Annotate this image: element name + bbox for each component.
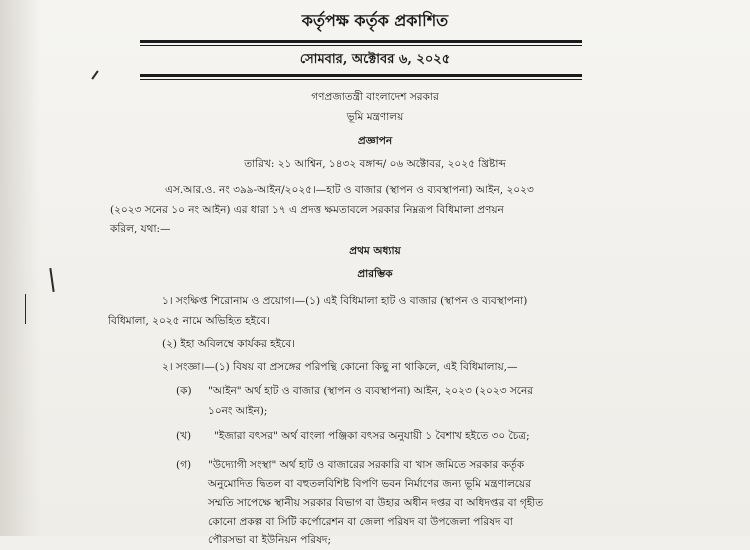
clause-ka-line: "আইন" অর্থ হাট ও বাজার (স্থাপন ও ব্যবস্থাপনা) আইন, ২০২৩ (২০২৩ সনের (208, 385, 534, 397)
rule1-line: বিধিমালা, ২০২৫ নামে অভিহিত হইবে। (108, 315, 270, 327)
gazette-date: সোমবার, অক্টোবর ৬, ২০২৫ (299, 52, 451, 67)
rule1-sub2: (২) ইহা অবিলম্বে কার্যকর হইবে। (162, 338, 295, 350)
notice-title: প্রজ্ঞাপন (357, 135, 393, 147)
chapter-number: প্রথম অধ্যায় (349, 245, 401, 257)
clause-label: (গ) (176, 459, 192, 471)
clause-ga-line: "উদ্যোগী সংস্থা" অর্থ হাট ও বাজারের সরকারি বা খাস জমিতে সরকার কর্তৃক (208, 459, 525, 471)
header-rule-bottom-thin (140, 79, 582, 80)
pen-mark (91, 70, 98, 79)
intro-line: এস.আর.ও. নং ৩৯৯-আইন/২০২৫।—হাট ও বাজার (স্থাপন ও ব্যবস্থাপনা) আইন, ২০২৩ (165, 184, 534, 196)
rule2-line: ২। সংজ্ঞা।—(১) বিষয় বা প্রসঙ্গের পরিপন্থি কোনো কিছু না থাকিলে, এই বিধিমালায়,— (162, 361, 518, 373)
clause-ga-line: পৌরসভা বা ইউনিয়ন পরিষদ; (208, 534, 331, 546)
ministry-line: ভূমি মন্ত্রণালয় (346, 111, 404, 123)
clause-kha-line: "ইজারা বৎসর" অর্থ বাংলা পঞ্জিকা বৎসর অনুযায়ী ১ বৈশাখ হইতে ৩০ চৈত্র; (214, 430, 530, 442)
pen-mark (25, 294, 26, 324)
clause-ga-line: কোনো প্রকল্প বা সিটি কর্পোরেশন বা জেলা পরিষদ বা উপজেলা পরিষদ বা (208, 516, 513, 528)
notice-dateline: তারিখ: ২১ আশ্বিন, ১৪৩২ বঙ্গাব্দ/ ০৬ অক্টোবর, ২০২৫ খ্রিষ্টাব্দ (244, 158, 506, 170)
clause-ka-line: ১০নং আইন); (208, 405, 268, 417)
header-rule-bottom-thick (140, 74, 582, 77)
republic-line: গণপ্রজাতন্ত্রী বাংলাদেশ সরকার (311, 91, 439, 103)
header-rule-top-thick (140, 40, 582, 43)
chapter-title: প্রারম্ভিক (357, 268, 393, 280)
clause-label: (ক) (176, 385, 192, 397)
publication-heading: কর্তৃপক্ষ কর্তৃক প্রকাশিত (301, 11, 449, 30)
clause-ga-line: অনুমোদিত দ্বিতল বা বহুতলবিশিষ্ট বিপণি ভবন নির্মাণের জন্য ভূমি মন্ত্রণালয়ের (208, 478, 531, 490)
rule1-line: ১। সংক্ষিপ্ত শিরোনাম ও প্রয়োগ।—(১) এই বিধিমালা হাট ও বাজার (স্থাপন ও ব্যবস্থাপনা) (162, 295, 528, 307)
intro-line: করিল, যথা:— (110, 223, 171, 235)
clause-ga-line: সম্মতি সাপেক্ষে স্থানীয় সরকার বিভাগ বা উহার অধীন দপ্তর বা অধিদপ্তর বা গৃহীত (208, 497, 544, 509)
intro-line: (২০২৩ সনের ১০ নং আইন) এর ধারা ১৭ এ প্রদত্ত ক্ষমতাবলে সরকার নিম্নরূপ বিধিমালা প্রণয়ন (110, 204, 504, 216)
header-rule-top-thin (140, 45, 582, 46)
clause-label: (খ) (176, 430, 192, 442)
